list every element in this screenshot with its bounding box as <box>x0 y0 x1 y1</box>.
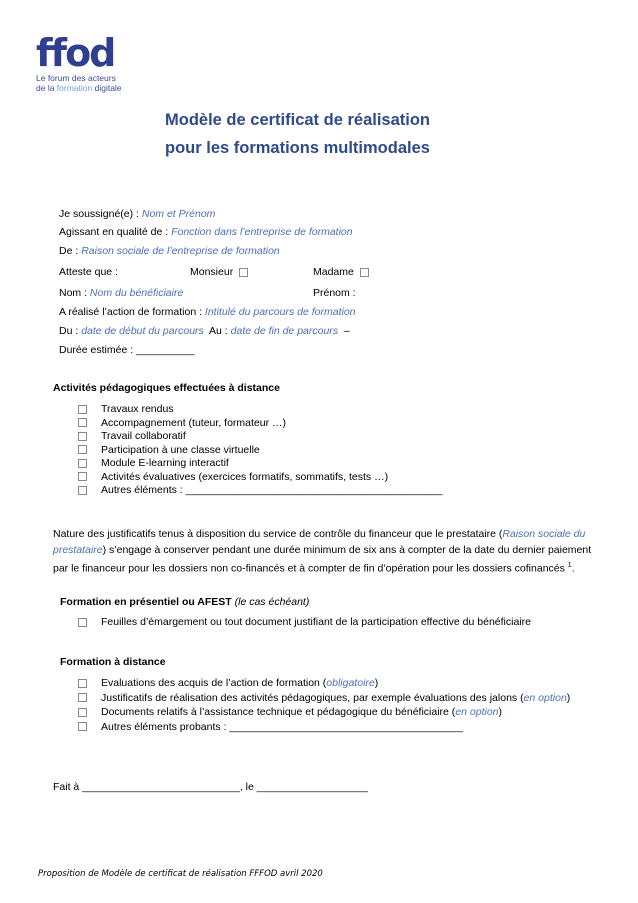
soussigne-field[interactable]: Nom et Prénom <box>141 208 216 220</box>
checkbox[interactable] <box>78 486 87 495</box>
logo-tagline <box>36 73 156 93</box>
duree-line[interactable]: Durée estimée : __________ <box>59 344 195 356</box>
list-item[interactable]: Module E-learning interactif <box>78 457 443 471</box>
list-item[interactable]: Travaux rendus <box>78 403 443 417</box>
entreprise-line: De : Raison sociale de l’entreprise de formation <box>59 245 280 257</box>
list-item[interactable]: Activités évaluatives (exercices formatifs, sommatifs, tests …) <box>78 471 443 485</box>
presentiel-heading: Formation en présentiel ou AFEST (le cas échéant) <box>60 596 310 608</box>
nom-field[interactable]: Nom du bénéficiaire <box>89 287 184 299</box>
list-item[interactable]: Accompagnement (tuteur, formateur …) <box>78 417 443 431</box>
checkbox[interactable] <box>78 679 87 688</box>
checkbox[interactable] <box>78 693 87 702</box>
prenom-label: Prénom : <box>313 287 356 299</box>
atteste-label: Atteste que : <box>59 266 118 278</box>
checkbox[interactable] <box>78 445 87 454</box>
checkbox[interactable] <box>78 459 87 468</box>
checkbox[interactable] <box>78 722 87 731</box>
activites-list <box>78 403 443 498</box>
fait-a-line[interactable]: Fait à ___________________________, le ___________________ <box>53 781 368 793</box>
action-line: A réalisé l’action de formation : Intitulé du parcours de formation <box>59 306 356 318</box>
nom-line: Nom : Nom du bénéficiaire <box>59 287 184 299</box>
footnote-ref: 1 <box>567 562 572 569</box>
date-fin-field[interactable]: date de fin de parcours <box>230 325 339 337</box>
list-item[interactable]: Justificatifs de réalisation des activités pédagogiques, par exemple évaluations des jalons (en option) <box>78 692 570 707</box>
logo-tagline-line1: Le forum des acteurs <box>36 73 116 83</box>
madame-checkbox[interactable] <box>360 268 369 277</box>
list-item[interactable]: Autres éléments : ____________________________________________ <box>78 484 443 498</box>
list-item[interactable]: Travail collaboratif <box>78 430 443 444</box>
checkbox[interactable] <box>78 405 87 414</box>
monsieur-checkbox[interactable] <box>239 268 248 277</box>
madame-option[interactable]: Madame <box>313 266 369 279</box>
list-item[interactable]: Documents relatifs à l’assistance technique et pédagogique du bénéficiaire (en option) <box>78 706 570 721</box>
list-item[interactable]: Participation à une classe virtuelle <box>78 444 443 458</box>
checkbox[interactable] <box>78 618 87 627</box>
checkbox[interactable] <box>78 418 87 427</box>
entreprise-field[interactable]: Raison sociale de l’entreprise de formation <box>81 245 280 257</box>
date-debut-field[interactable]: date de début du parcours <box>81 325 204 337</box>
logo-wordmark: ffod <box>36 31 115 75</box>
checkbox[interactable] <box>78 708 87 717</box>
soussigne-line: Je soussigné(e) : Nom et Prénom <box>59 208 216 220</box>
qualite-field[interactable]: Fonction dans l’entreprise de formation <box>171 226 353 238</box>
nature-paragraph: Nature des justificatifs tenus à disposition du service de contrôle du financeur que le prestataire (Raison sociale du prestataire) s’engage à conserver pendant une durée minimum de six ans à compter de la date du dernier paiement par le financeur pour les dossiers non co-financés et à compter de fin d’opération pour les dossiers cofinancés $^1$. <box>53 528 592 575</box>
qualite-line: Agissant en qualité de : Fonction dans l’entreprise de formation <box>59 226 353 238</box>
checkbox[interactable] <box>78 472 87 481</box>
list-item[interactable]: Feuilles d’émargement ou tout document justifiant de la participation effective du bénéficiaire <box>78 616 531 629</box>
dates-line: Du : date de début du parcours Au : date de fin de parcours – <box>59 325 350 337</box>
list-item[interactable]: Evaluations des acquis de l’action de formation (obligatoire) <box>78 677 570 692</box>
activites-heading: Activités pédagogiques effectuées à distance <box>53 382 280 394</box>
distance-heading: Formation à distance <box>60 656 166 668</box>
document-title-line1: Modèle de certificat de réalisation <box>165 111 430 129</box>
monsieur-option[interactable]: Monsieur <box>190 266 248 279</box>
fffod-logo <box>36 31 156 94</box>
list-item[interactable]: Autres éléments probants : ________________________________________ <box>78 721 570 736</box>
document-title-line2: pour les formations multimodales <box>165 139 430 157</box>
checkbox[interactable] <box>78 432 87 441</box>
action-field[interactable]: Intitulé du parcours de formation <box>204 306 356 318</box>
page-footer: Proposition de Modèle de certificat de réalisation FFFOD avril 2020 <box>38 869 323 879</box>
raison-sociale-field[interactable]: Raison sociale du prestataire <box>53 528 586 556</box>
distance-list <box>78 677 570 735</box>
logo-tagline-line2: de la formation digitale <box>36 83 122 93</box>
